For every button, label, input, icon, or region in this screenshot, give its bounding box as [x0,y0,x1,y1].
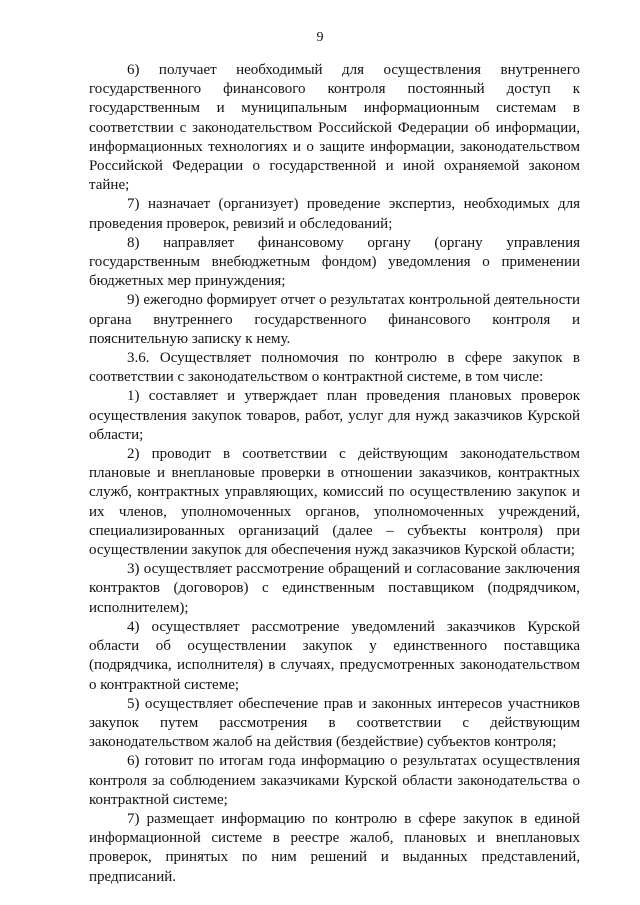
paragraph-item-5-complaints: 5) осуществляет обеспечение прав и законных интересов участников закупок путем рассмотрения в соответствии с действующим законодательством жалоб на действия (бездействие) субъектов контроля; [89,695,580,751]
paragraph-item-4-single-supplier: 4) осуществляет рассмотрение уведомлений заказчиков Курской области об осуществлении закупок у единственного поставщика (подрядчика, исполнителя) в случаях, предусмотренных законодательством о контрактной системе; [89,618,580,693]
document-body [89,61,580,887]
paragraph-item-8-notifications: 8) направляет финансовому органу (органу управления государственным внебюджетным фондом) уведомления о применении бюджетных мер принуждения; [89,234,580,290]
paragraph-item-3-appeals: 3) осуществляет рассмотрение обращений и согласование заключения контрактов (договоров) с единственным поставщиком (подрядчиком, исполнителем); [89,561,580,616]
paragraph-item-9-report: 9) ежегодно формирует отчет о результатах контрольной деятельности органа внутреннего государственного финансового контроля и пояснительную записку к нему. [89,292,580,347]
paragraph-item-7-expertise: 7) назначает (организует) проведение экспертиз, необходимых для проведения проверок, ревизий и обследований; [89,196,580,232]
paragraph-item-2-inspections: 2) проводит в соответствии с действующим законодательством плановые и внеплановые проверки в отношении заказчиков, контрактных служб, контрактных управляющих, комиссий по осуществлению закупок и их членов, уполномоченных органов, уполномоченных учреждений, специализированных организаций (далее – субъекты контроля) при осуществлении закупок для обеспечения нужд заказчиков Курской области; [89,446,580,559]
paragraph-item-1-plan: 1) составляет и утверждает план проведения плановых проверок осуществления закупок товаров, работ, услуг для нужд заказчиков Курской области; [89,388,580,443]
page-number: 9 [316,30,324,45]
paragraph-section-3-6: 3.6. Осуществляет полномочия по контролю в сфере закупок в соответствии с законодательством о контрактной системе, в том числе: [89,350,580,386]
paragraph-item-6-access: 6) получает необходимый для осуществления внутреннего государственного финансового контроля постоянный доступ к государственным и муниципальным информационным системам в соответствии с законодательством Российской Федерации об информации, информационных технологиях и о защите информации, законодательством Российской Федерации о государственной и иной охраняемой законом тайне; [89,62,580,194]
paragraph-item-7-publication: 7) размещает информацию по контролю в сфере закупок в единой информационной системе в реестре жалоб, плановых и внеплановых проверок, принятых по ним решений и выданных представлений, предписаний. [89,810,580,885]
paragraph-item-6-annual-info: 6) готовит по итогам года информацию о результатах осуществления контроля за соблюдением заказчиками Курской области законодательства о контрактной системе; [89,753,580,808]
